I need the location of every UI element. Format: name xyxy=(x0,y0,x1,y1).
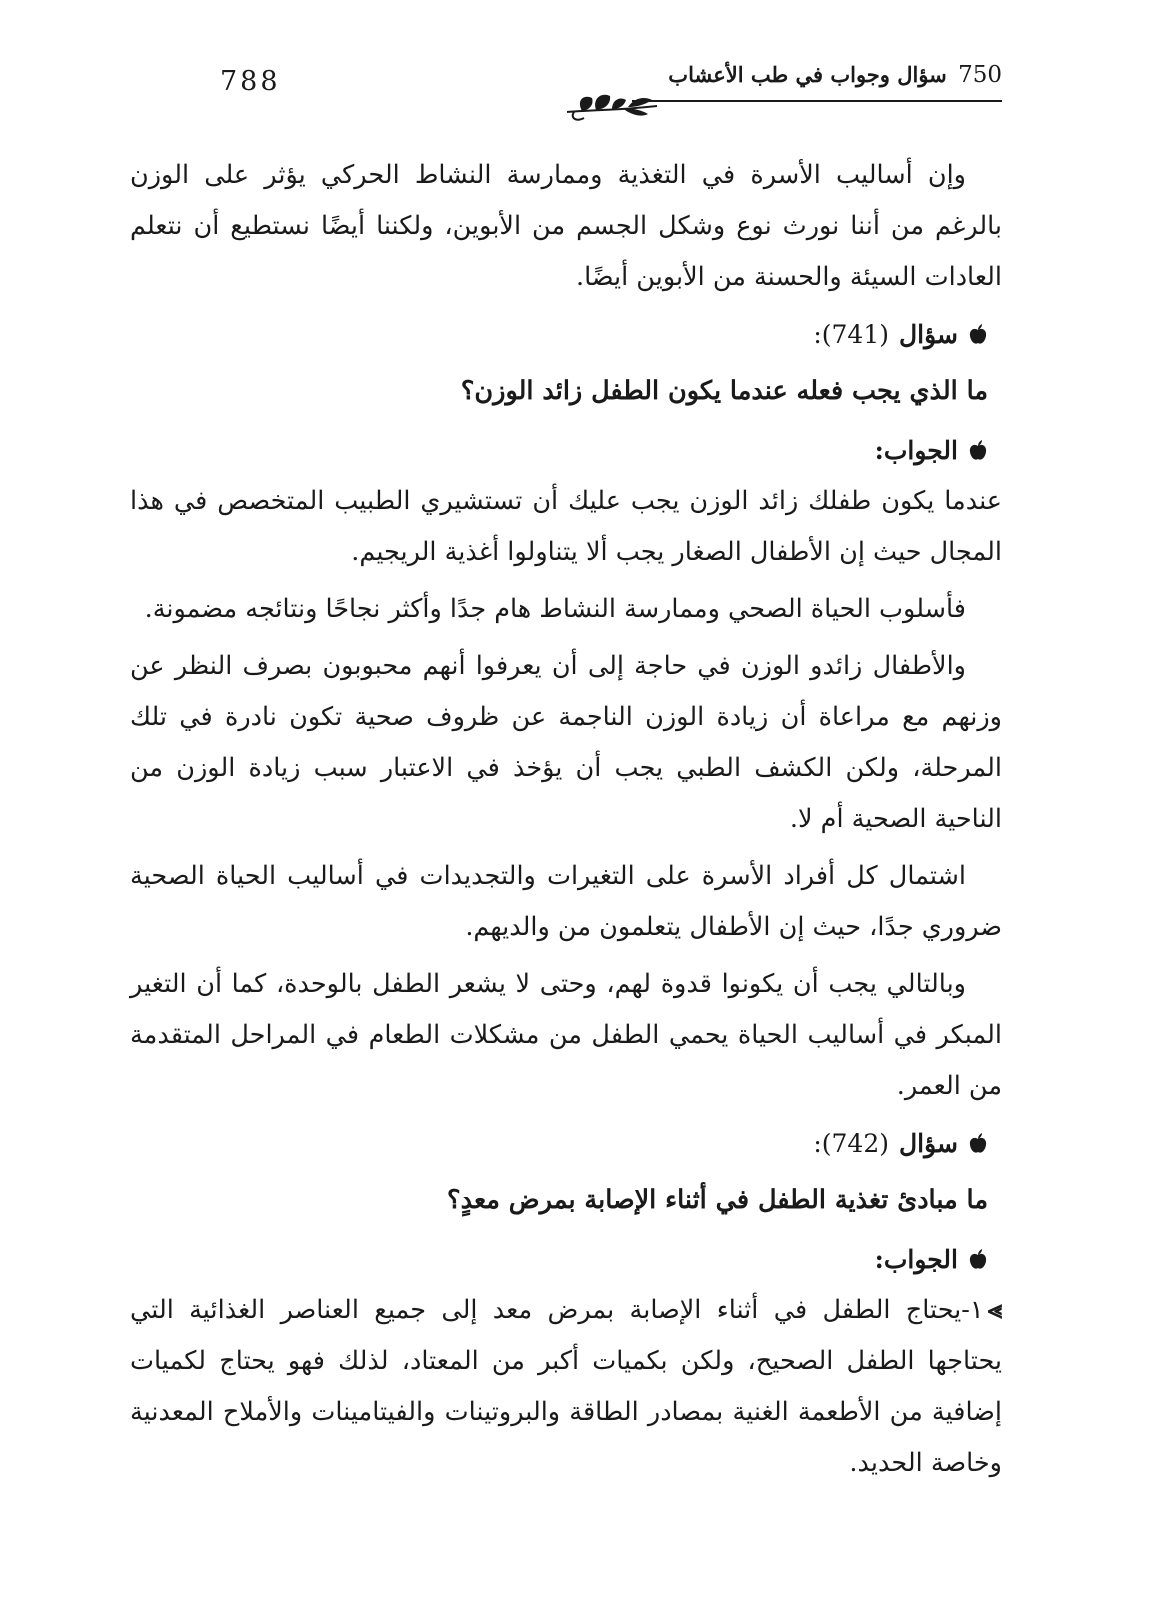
apple-icon xyxy=(968,324,988,346)
leaf-ornament-icon xyxy=(562,88,662,124)
question-heading-742 xyxy=(130,1118,1002,1169)
arrow-icon: ⪢ xyxy=(987,1295,1002,1325)
page-number: 788 xyxy=(220,66,281,97)
answer-label: الجواب: xyxy=(874,1245,958,1274)
apple-icon xyxy=(968,1249,988,1271)
list-item xyxy=(130,1285,1002,1489)
paragraph: والأطفال زائدو الوزن في حاجة إلى أن يعرفوا أنهم محبوبون بصرف النظر عن وزنهم مع مراعاة أن زيادة الوزن الناجمة عن ظروف صحية تكون نادرة في تلك المرحلة، ولكن الكشف الطبي يجب أن يؤخذ في الاعتبار سبب زيادة الوزن من الناحية الصحية أم لا. xyxy=(130,651,1002,834)
paragraph: وبالتالي يجب أن يكونوا قدوة لهم، وحتى لا يشعر الطفل بالوحدة، كما أن التغير المبكر في أساليب الحياة يحمي الطفل من مشكلات الطعام في المراحل المتقدمة من العمر. xyxy=(130,969,1002,1101)
list-item-number: ١- xyxy=(961,1295,984,1325)
paragraph: وإن أساليب الأسرة في التغذية وممارسة النشاط الحركي يؤثر على الوزن بالرغم من أننا نورث نوع وشكل الجسم من الأبوين، ولكننا أيضًا نستطيع أن نتعلم العادات السيئة والحسنة من الأبوين أيضًا. xyxy=(130,160,1002,292)
question-heading-741 xyxy=(130,309,1002,360)
header-rule xyxy=(632,100,1002,102)
page-header xyxy=(130,58,1002,120)
answer-heading-742 xyxy=(130,1234,1002,1285)
apple-icon xyxy=(968,440,988,462)
question-label: سؤال xyxy=(899,320,958,349)
paragraph: اشتمال كل أفراد الأسرة على التغيرات والتجديدات في أساليب الحياة الصحية ضروري جدًا، حيث إن الأطفال يتعلمون من والديهم. xyxy=(130,861,1002,942)
book-page xyxy=(130,58,1002,1540)
running-title-number: 750 xyxy=(958,62,1002,88)
question-number: (742): xyxy=(813,1129,890,1158)
answer-label: الجواب: xyxy=(874,436,958,465)
question-label: سؤال xyxy=(899,1129,958,1158)
question-text: ما مبادئ تغذية الطفل في أثناء الإصابة بمرض معدٍ؟ xyxy=(447,1185,988,1215)
apple-icon xyxy=(968,1133,988,1155)
running-title-text: سؤال وجواب في طب الأعشاب xyxy=(668,62,947,87)
page-content xyxy=(130,150,1002,1489)
question-text: ما الذي يجب فعله عندما يكون الطفل زائد الوزن؟ xyxy=(460,376,988,406)
running-title xyxy=(668,62,1002,88)
paragraph: فأسلوب الحياة الصحي وممارسة النشاط هام جدًا وأكثر نجاحًا ونتائجه مضمونة. xyxy=(144,594,966,624)
list-item-text: يحتاج الطفل في أثناء الإصابة بمرض معد إلى جميع العناصر الغذائية التي يحتاجها الطفل الصحيح، ولكن بكميات أكبر من المعتاد، لذلك فهو يحتاج لكميات إضافية من الأطعمة الغنية بمصادر الطاقة والبروتينات والفيتامينات والأملاح المعدنية وخاصة الحديد. xyxy=(130,1295,1002,1478)
paragraph: عندما يكون طفلك زائد الوزن يجب عليك أن تستشيري الطبيب المتخصص في هذا المجال حيث إن الأطفال الصغار يجب ألا يتناولوا أغذية الريجيم. xyxy=(130,486,1002,567)
question-number: (741): xyxy=(813,320,890,349)
answer-heading-741 xyxy=(130,425,1002,476)
